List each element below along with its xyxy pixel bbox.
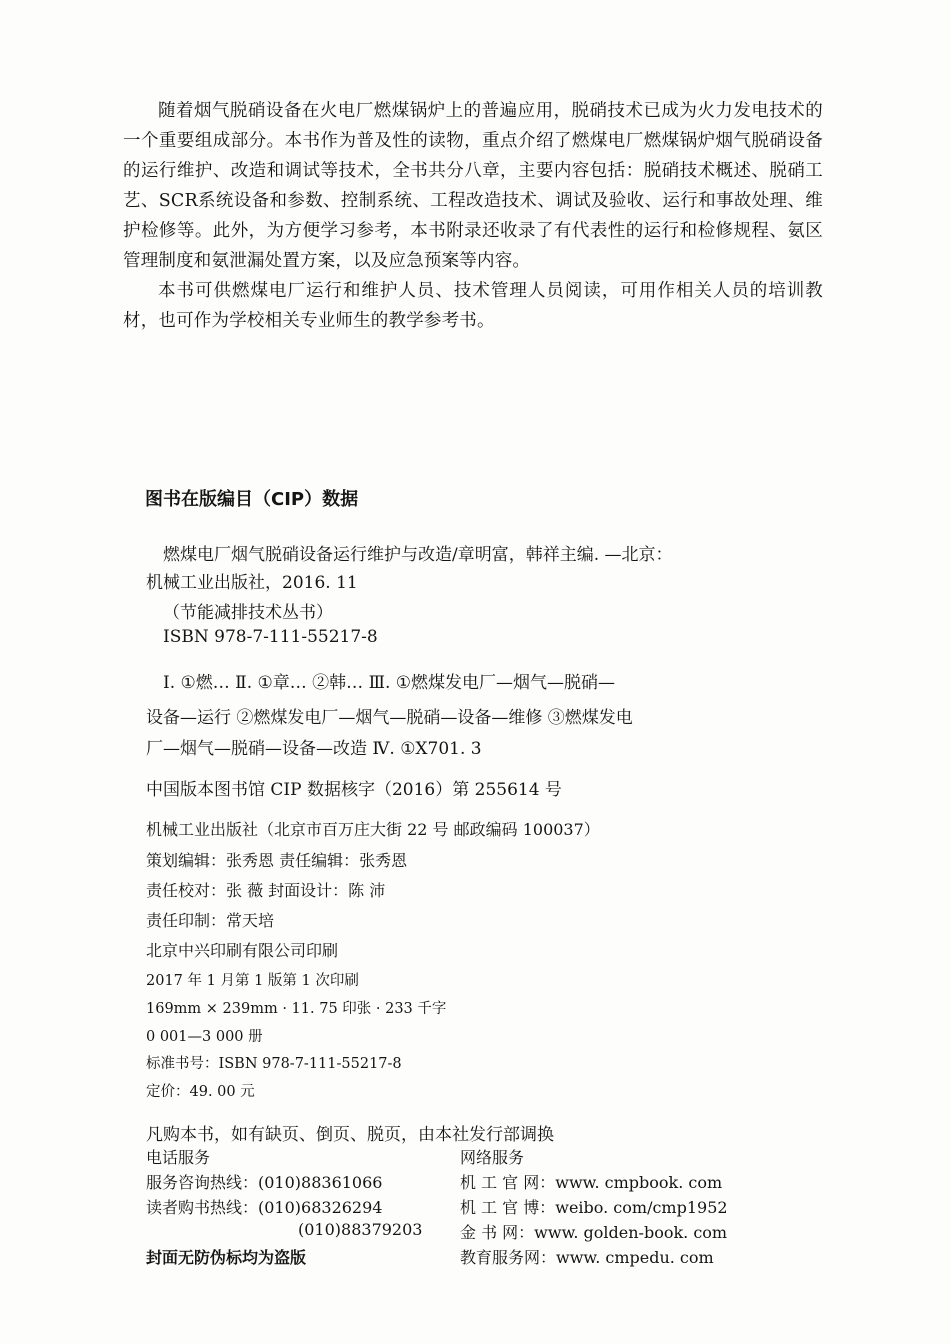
education-service-website: 教育服务网：www. cmpedu. com	[460, 1248, 714, 1267]
format-info: 169mm × 239mm · 11. 75 印张 · 233 千字	[146, 1001, 447, 1017]
purchase-hotline-2: (010)88379203	[298, 1220, 423, 1239]
print-run: 0 001—3 000 册	[146, 1029, 263, 1045]
network-service-heading: 网络服务	[460, 1148, 525, 1167]
official-website: 机 工 官 网：www. cmpbook. com	[460, 1173, 723, 1192]
service-hotline: 服务咨询热线：(010)88361066	[146, 1173, 383, 1192]
phone-service-heading: 电话服务	[146, 1148, 211, 1167]
description-paragraph-1: 随着烟气脱硝设备在火电厂燃煤锅炉上的普遍应用，脱硝技术已成为火力发电技术的一个重要组成部分。本书作为普及性的读物，重点介绍了燃煤电厂燃煤锅炉烟气脱硝设备的运行维护、改造和调试等技术，全书共分八章，主要内容包括：脱硝技术概述、脱硝工艺、SCR系统设备和参数、控制系统、工程改造技术、调试及验收、运行和事故处理、维护检修等。此外，为方便学习参考，本书附录还收录了有代表性的运行和检修规程、氨区管理制度和氨泄漏处置方案，以及应急预案等内容。	[123, 101, 823, 271]
printer: 北京中兴印刷有限公司印刷	[146, 941, 339, 960]
cip-isbn: ISBN 978-7-111-55217-8	[163, 627, 378, 647]
cip-record-number: 中国版本图书馆 CIP 数据核字（2016）第 255614 号	[146, 780, 562, 800]
cip-series: （节能减排技术丛书）	[163, 603, 333, 623]
book-description	[123, 96, 823, 336]
cip-classification-2: 设备—运行 ②燃煤发电厂—烟气—脱硝—设备—维修 ③燃煤发电	[146, 708, 633, 728]
standard-book-number: 标准书号：ISBN 978-7-111-55217-8	[146, 1056, 402, 1072]
official-weibo: 机 工 官 博：weibo. com/cmp1952	[460, 1198, 728, 1217]
cip-heading: 图书在版编目（CIP）数据	[145, 489, 359, 510]
description-paragraph-2: 本书可供燃煤电厂运行和维护人员、技术管理人员阅读，可用作相关人员的培训教材，也可作为学校相关专业师生的教学参考书。	[123, 281, 823, 331]
anti-piracy-notice: 封面无防伪标均为盗版	[146, 1248, 307, 1267]
golden-book-website: 金 书 网：www. golden-book. com	[460, 1223, 728, 1242]
editors: 策划编辑：张秀恩 责任编辑：张秀恩	[146, 851, 408, 870]
cip-classification-1: Ⅰ. ①燃… Ⅱ. ①章… ②韩… Ⅲ. ①燃煤发电厂—烟气—脱硝—	[163, 673, 616, 693]
cip-title-line: 燃煤电厂烟气脱硝设备运行维护与改造/章明富，韩祥主编. —北京：	[163, 545, 673, 565]
edition-info: 2017 年 1 月第 1 版第 1 次印刷	[146, 973, 359, 989]
proofreader-cover-designer: 责任校对：张 薇 封面设计：陈 沛	[146, 881, 386, 900]
cip-classification-3: 厂—烟气—脱硝—设备—改造 Ⅳ. ①X701. 3	[146, 739, 482, 759]
replacement-notice: 凡购本书，如有缺页、倒页、脱页，由本社发行部调换	[146, 1125, 554, 1145]
publisher-address: 机械工业出版社（北京市百万庄大街 22 号 邮政编码 100037）	[146, 820, 600, 839]
cip-publisher-line: 机械工业出版社，2016. 11	[146, 573, 358, 593]
price: 定价：49. 00 元	[146, 1084, 255, 1100]
print-director: 责任印制：常天培	[146, 911, 275, 930]
purchase-hotline: 读者购书热线：(010)68326294	[146, 1198, 383, 1217]
